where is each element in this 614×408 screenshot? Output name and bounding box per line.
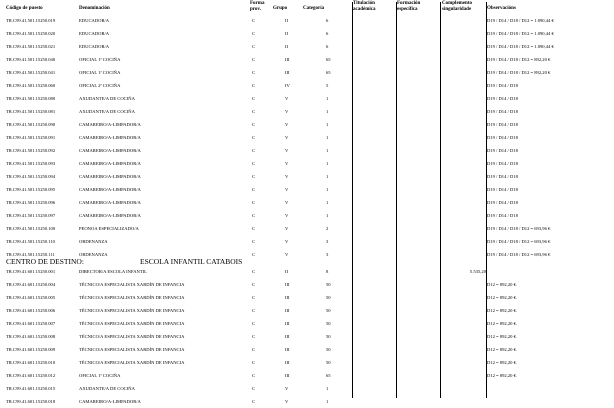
table-row bbox=[0, 248, 614, 261]
cell-cat: 1 bbox=[326, 96, 329, 101]
cell-obs: D12 = 892,20 €. bbox=[487, 308, 518, 313]
cell-name: ORDENANZA bbox=[79, 252, 108, 257]
cell-grupo: III bbox=[285, 373, 290, 378]
cell-name: TÉCNICO/A ESPECIALISTA XARDÍN DE INFANCIA bbox=[79, 308, 185, 313]
cell-code: TR.C99.41.501.15250.020 bbox=[6, 31, 56, 36]
cell-forma: C bbox=[252, 148, 256, 153]
table-row bbox=[0, 157, 614, 170]
cell-cat: 1 bbox=[326, 122, 329, 127]
cell-grupo: II bbox=[285, 44, 289, 49]
cell-grupo: III bbox=[285, 321, 290, 326]
table-row bbox=[0, 382, 614, 395]
cell-obs: D19 / D14 / D18 bbox=[487, 161, 518, 166]
cell-cat: 50 bbox=[326, 321, 331, 326]
cell-obs: D19 / D14 / D18 / D12 = 693,96 € bbox=[487, 239, 551, 244]
cell-forma: C bbox=[252, 200, 256, 205]
cell-name: AXUDANTE/A DE COCIÑA bbox=[79, 109, 135, 114]
cell-grupo: V bbox=[285, 135, 289, 140]
cell-cat: 2 bbox=[326, 226, 329, 231]
cell-cat: 1 bbox=[326, 161, 329, 166]
header-code: Código de puesto bbox=[6, 6, 43, 11]
cell-forma: C bbox=[252, 308, 256, 313]
cell-code: TR.C99.41.601.15250.005 bbox=[6, 295, 56, 300]
cell-name: TÉCNICO/A ESPECIALISTA XARDÍN DE INFANCIA bbox=[79, 334, 185, 339]
cell-forma: C bbox=[252, 360, 256, 365]
cell-name: OFICIAL 1ª COCIÑA bbox=[79, 373, 121, 378]
cell-cat: 1 bbox=[326, 399, 329, 404]
header-name: Denominación bbox=[79, 6, 110, 11]
cell-name: CAMAREIRO/A-LIMPADOR/A bbox=[79, 135, 141, 140]
cell-forma: C bbox=[252, 269, 256, 274]
cell-cat: 6 bbox=[326, 18, 329, 23]
cell-obs: D19 / D14 / D18 bbox=[487, 135, 518, 140]
table-row bbox=[0, 222, 614, 235]
cell-obs: D19 / D14 / D18 bbox=[487, 174, 518, 179]
cell-forma: C bbox=[252, 109, 256, 114]
cell-obs: D19 / D14 / D18 / D12 = 1.090,44 € bbox=[487, 18, 554, 23]
destination-value: ESCOLA INFANTIL CATABOIS bbox=[140, 257, 243, 266]
table-row bbox=[0, 369, 614, 382]
cell-code: TR.C99.41.601.15250.008 bbox=[6, 334, 56, 339]
cell-code: TR.C99.41.501.15250.040 bbox=[6, 57, 56, 62]
cell-grupo: III bbox=[285, 57, 290, 62]
table-row bbox=[0, 170, 614, 183]
cell-forma: C bbox=[252, 282, 256, 287]
table-row bbox=[0, 330, 614, 343]
cell-code: TR.C99.41.501.15250.091 bbox=[6, 135, 56, 140]
cell-grupo: III bbox=[285, 308, 290, 313]
cell-forma: C bbox=[252, 239, 256, 244]
cell-obs: D19 / D14 / D18 / D12 = 892,20 € bbox=[487, 70, 551, 75]
cell-code: TR.C99.41.601.15250.001 bbox=[6, 269, 56, 274]
cell-cat: 5 bbox=[326, 83, 329, 88]
cell-name: ORDENANZA bbox=[79, 239, 108, 244]
cell-code: TR.C99.41.601.15250.010 bbox=[6, 360, 56, 365]
cell-forma: C bbox=[252, 295, 256, 300]
cell-name: TÉCNICO/A ESPECIALISTA XARDÍN DE INFANCIA bbox=[79, 347, 185, 352]
cell-code: TR.C99.41.501.15250.094 bbox=[6, 174, 56, 179]
cell-forma: C bbox=[252, 399, 256, 404]
table-row bbox=[0, 105, 614, 118]
cell-grupo: V bbox=[285, 252, 289, 257]
cell-code: TR.C99.41.501.15250.090 bbox=[6, 122, 56, 127]
destination-label: CENTRO DE DESTINO: bbox=[6, 257, 84, 266]
cell-obs: D19 / D14 / D18 bbox=[487, 96, 518, 101]
cell-cat: 50 bbox=[326, 308, 331, 313]
cell-cat: 6 bbox=[326, 31, 329, 36]
cell-forma: C bbox=[252, 174, 256, 179]
cell-code: TR.C99.41.501.15250.110 bbox=[6, 239, 55, 244]
cell-obs: D19 / D14 / D18 bbox=[487, 148, 518, 153]
table-row bbox=[0, 343, 614, 356]
header-titulacion: Titulación académica bbox=[353, 1, 376, 12]
cell-obs: D19 / D14 / D18 / D12 = 693,96 € bbox=[487, 252, 551, 257]
cell-cat: 50 bbox=[326, 334, 331, 339]
table-row bbox=[0, 92, 614, 105]
table-row bbox=[0, 235, 614, 248]
table-row bbox=[0, 183, 614, 196]
cell-code: TR.C99.41.501.15250.041 bbox=[6, 70, 56, 75]
cell-grupo: V bbox=[285, 213, 289, 218]
cell-code: TR.C99.41.601.15250.015 bbox=[6, 386, 56, 391]
cell-grupo: III bbox=[285, 334, 290, 339]
table-row bbox=[0, 66, 614, 79]
table-row bbox=[0, 27, 614, 40]
cell-forma: C bbox=[252, 161, 256, 166]
cell-name: EDUCADOR/A bbox=[79, 31, 110, 36]
cell-name: EDUCADOR/A bbox=[79, 44, 110, 49]
cell-grupo: V bbox=[285, 122, 289, 127]
cell-grupo: V bbox=[285, 399, 289, 404]
cell-name: CAMAREIRO/A-LIMPADOR/A bbox=[79, 148, 141, 153]
cell-code: TR.C99.41.501.15250.081 bbox=[6, 109, 56, 114]
cell-cat: 1 bbox=[326, 200, 329, 205]
cell-grupo: V bbox=[285, 174, 289, 179]
cell-code: TR.C99.41.501.15250.095 bbox=[6, 187, 56, 192]
cell-cat: 1 bbox=[326, 174, 329, 179]
cell-name: AXUDANTE/A DE COCIÑA bbox=[79, 96, 135, 101]
cell-cat: 1 bbox=[326, 213, 329, 218]
cell-obs: D12 = 892,20 €. bbox=[487, 321, 518, 326]
cell-code: TR.C99.41.501.15250.060 bbox=[6, 83, 56, 88]
cell-obs: D12 = 892,20 €. bbox=[487, 360, 518, 365]
cell-name: TÉCNICO/A ESPECIALISTA XARDÍN DE INFANCIA bbox=[79, 282, 185, 287]
cell-forma: C bbox=[252, 334, 256, 339]
cell-grupo: V bbox=[285, 148, 289, 153]
cell-code: TR.C99.41.601.15250.004 bbox=[6, 282, 56, 287]
table-row bbox=[0, 278, 614, 291]
header-formacion: Formación específica bbox=[397, 1, 421, 12]
table-row bbox=[0, 265, 614, 278]
table-row bbox=[0, 209, 614, 222]
cell-name: OFICIAL 1ª COCIÑA bbox=[79, 70, 121, 75]
cell-code: TR.C99.41.501.15250.093 bbox=[6, 161, 56, 166]
cell-obs: D12 = 892,20 €. bbox=[487, 334, 518, 339]
table-row bbox=[0, 118, 614, 131]
cell-name: CAMAREIRO/A-LIMPADOR/A bbox=[79, 213, 141, 218]
cell-obs: D12 = 892,20 €. bbox=[487, 282, 518, 287]
cell-grupo: II bbox=[285, 18, 289, 23]
cell-grupo: V bbox=[285, 226, 289, 231]
cell-name: CAMAREIRO/A-LIMPADOR/A bbox=[79, 174, 141, 179]
cell-cat: 65 bbox=[326, 373, 331, 378]
cell-cat: 3 bbox=[326, 252, 329, 257]
cell-forma: C bbox=[252, 373, 256, 378]
table-row bbox=[0, 40, 614, 53]
cell-forma: C bbox=[252, 386, 256, 391]
table-row bbox=[0, 144, 614, 157]
cell-forma: C bbox=[252, 57, 256, 62]
cell-name: TÉCNICO/A ESPECIALISTA XARDÍN DE INFANCIA bbox=[79, 295, 185, 300]
cell-grupo: V bbox=[285, 96, 289, 101]
cell-cat: 3 bbox=[326, 239, 329, 244]
cell-grupo: V bbox=[285, 386, 289, 391]
cell-code: TR.C99.41.501.15250.097 bbox=[6, 213, 56, 218]
cell-forma: C bbox=[252, 347, 256, 352]
cell-forma: C bbox=[252, 226, 256, 231]
cell-forma: C bbox=[252, 96, 256, 101]
cell-obs: D19 / D14 / D18 bbox=[487, 187, 518, 192]
cell-obs: D19 / D14 / D18 bbox=[487, 200, 518, 205]
cell-name: CAMAREIRO/A-LIMPADOR/A bbox=[79, 122, 141, 127]
cell-forma: C bbox=[252, 252, 256, 257]
cell-code: TR.C99.41.501.15250.111 bbox=[6, 252, 55, 257]
table-row bbox=[0, 53, 614, 66]
cell-obs: D19 / D14 / D18 / D12 = 693,96 € bbox=[487, 226, 551, 231]
cell-obs: D19 / D14 / D18 bbox=[487, 109, 518, 114]
cell-forma: C bbox=[252, 18, 256, 23]
cell-code: TR.C99.41.601.15250.007 bbox=[6, 321, 56, 326]
cell-grupo: II bbox=[285, 269, 289, 274]
cell-name: EDUCADOR/A bbox=[79, 18, 110, 23]
cell-grupo: III bbox=[285, 295, 290, 300]
cell-name: OFICIAL 2ª COCIÑA bbox=[79, 83, 121, 88]
cell-grupo: V bbox=[285, 161, 289, 166]
cell-name: OFICIAL 1ª COCIÑA bbox=[79, 57, 121, 62]
cell-name: CAMAREIRO/A-LIMPADOR/A bbox=[79, 200, 141, 205]
cell-grupo: V bbox=[285, 109, 289, 114]
cell-obs: D19 / D14 / D18 bbox=[487, 83, 518, 88]
cell-grupo: III bbox=[285, 282, 290, 287]
cell-code: TR.C99.41.601.15250.009 bbox=[6, 347, 56, 352]
cell-forma: C bbox=[252, 187, 256, 192]
cell-code: TR.C99.41.501.15250.080 bbox=[6, 96, 56, 101]
cell-forma: C bbox=[252, 213, 256, 218]
cell-grupo: III bbox=[285, 347, 290, 352]
cell-cat: 1 bbox=[326, 187, 329, 192]
cell-cat: 50 bbox=[326, 282, 331, 287]
cell-cat: 1 bbox=[326, 148, 329, 153]
cell-obs: D19 / D14 / D18 / D12 = 892,20 € bbox=[487, 57, 551, 62]
cell-forma: C bbox=[252, 83, 256, 88]
cell-code: TR.C99.41.601.15250.012 bbox=[6, 373, 56, 378]
cell-forma: C bbox=[252, 31, 256, 36]
table-row bbox=[0, 356, 614, 369]
cell-obs: D19 / D14 / D18 / D12 = 1.090,44 € bbox=[487, 31, 554, 36]
cell-obs: D19 / D14 / D18 bbox=[487, 213, 518, 218]
header-categoria: Categoría bbox=[303, 6, 325, 11]
cell-code: TR.C99.41.501.15250.096 bbox=[6, 200, 56, 205]
header-complemento: Complemento singularidade bbox=[442, 1, 472, 12]
cell-code: TR.C99.41.601.15250.018 bbox=[6, 399, 56, 404]
cell-forma: C bbox=[252, 44, 256, 49]
cell-forma: C bbox=[252, 135, 256, 140]
cell-grupo: V bbox=[285, 187, 289, 192]
cell-cat: 50 bbox=[326, 295, 331, 300]
cell-name: TÉCNICO/A ESPECIALISTA XARDÍN DE INFANCIA bbox=[79, 321, 185, 326]
cell-cat: 65 bbox=[326, 57, 331, 62]
cell-forma: C bbox=[252, 70, 256, 75]
cell-grupo: IV bbox=[285, 83, 290, 88]
cell-cat: 1 bbox=[326, 386, 329, 391]
cell-grupo: V bbox=[285, 239, 289, 244]
cell-obs: D12 = 892,20 €. bbox=[487, 347, 518, 352]
cell-code: TR.C99.41.601.15250.006 bbox=[6, 308, 56, 313]
cell-obs: D12 = 892,20 €. bbox=[487, 295, 518, 300]
cell-cat: 1 bbox=[326, 135, 329, 140]
cell-name: PEONOA ESPECIALIZADO/A bbox=[79, 226, 139, 231]
cell-cat: 8 bbox=[326, 269, 329, 274]
table-row bbox=[0, 14, 614, 27]
cell-forma: C bbox=[252, 122, 256, 127]
cell-grupo: V bbox=[285, 200, 289, 205]
cell-name: CAMAREIRO/A-LIMPADOR/A bbox=[79, 161, 141, 166]
cell-grupo: II bbox=[285, 31, 289, 36]
cell-cat: 1 bbox=[326, 109, 329, 114]
cell-code: TR.C99.41.501.15250.021 bbox=[6, 44, 56, 49]
cell-name: AXUDANTE/A DE COCIÑA bbox=[79, 386, 135, 391]
cell-name: DIRECTOR/A ESCOLA INFANTIL bbox=[79, 269, 147, 274]
table-row bbox=[0, 291, 614, 304]
cell-cat: 50 bbox=[326, 347, 331, 352]
cell-cat: 6 bbox=[326, 44, 329, 49]
cell-grupo: III bbox=[285, 360, 290, 365]
table-row bbox=[0, 395, 614, 408]
cell-name: CAMAREIRO/A-LIMPADOR/A bbox=[79, 399, 141, 404]
cell-code: TR.C99.41.501.15250.100 bbox=[6, 226, 56, 231]
cell-grupo: III bbox=[285, 70, 290, 75]
table-row bbox=[0, 317, 614, 330]
cell-cat: 50 bbox=[326, 360, 331, 365]
cell-obs: D19 / D14 / D18 / D12 = 1.090,44 € bbox=[487, 44, 554, 49]
table-row bbox=[0, 196, 614, 209]
cell-obs: D12 = 892,20 €. bbox=[487, 373, 518, 378]
table-row bbox=[0, 131, 614, 144]
header-grupo: Grupo bbox=[273, 6, 288, 11]
cell-name: CAMAREIRO/A-LIMPADOR/A bbox=[79, 187, 141, 192]
table-row bbox=[0, 304, 614, 317]
header-observacions: Observacións bbox=[487, 6, 516, 11]
table-row bbox=[0, 79, 614, 92]
cell-name: TÉCNICO/A ESPECIALISTA XARDÍN DE INFANCIA bbox=[79, 360, 185, 365]
cell-comp: 5.535,20 bbox=[469, 269, 486, 274]
cell-forma: C bbox=[252, 321, 256, 326]
cell-cat: 65 bbox=[326, 70, 331, 75]
cell-code: TR.C99.41.501.15250.092 bbox=[6, 148, 56, 153]
cell-code: TR.C99.41.501.15250.019 bbox=[6, 18, 56, 23]
header-forma: Forma prov. bbox=[250, 1, 265, 12]
cell-obs: D19 / D14 / D18 bbox=[487, 122, 518, 127]
